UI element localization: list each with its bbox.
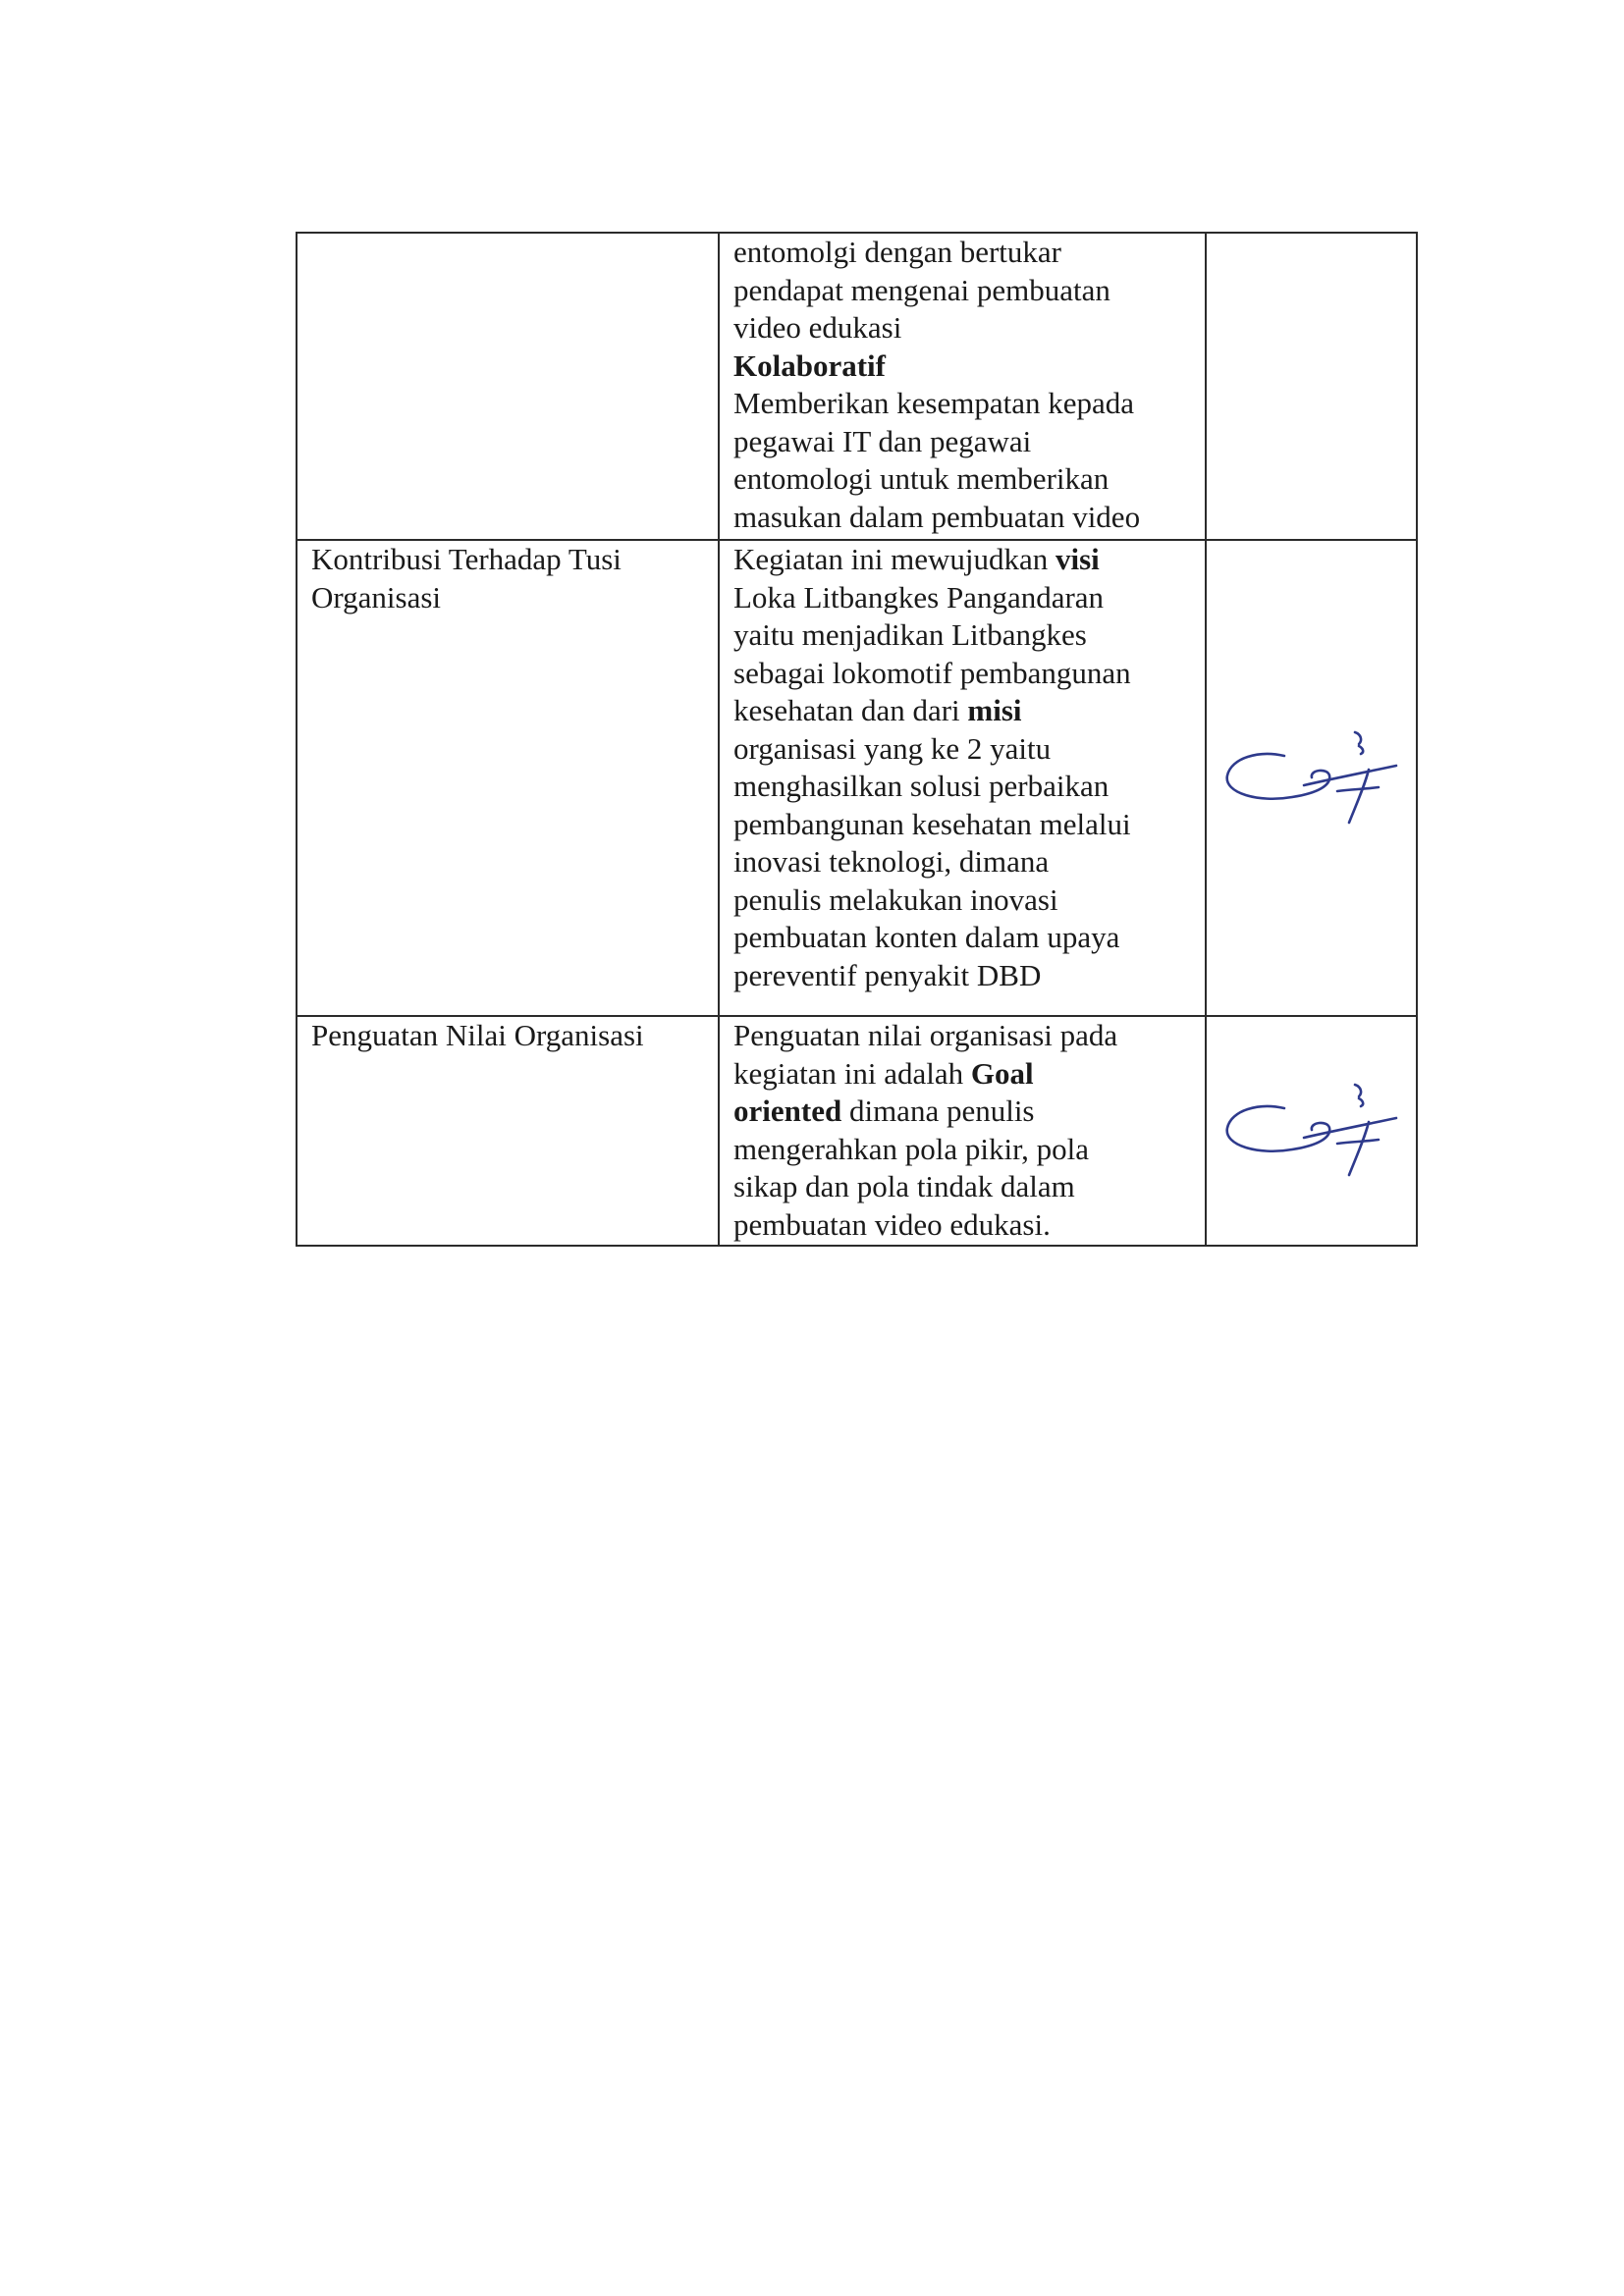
body-text: video edukasi bbox=[733, 310, 902, 345]
body-text: entomologi untuk memberikan bbox=[733, 461, 1110, 496]
body-text: kegiatan ini adalah bbox=[733, 1055, 971, 1091]
body-text: Memberikan kesempatan kepada bbox=[733, 386, 1134, 420]
aspect-cell bbox=[297, 233, 719, 540]
emphasis-text: misi bbox=[967, 693, 1022, 727]
description-line bbox=[733, 234, 1191, 272]
description-line bbox=[733, 843, 1191, 881]
body-text: masukan dalam pembuatan video bbox=[733, 499, 1141, 534]
emphasis-text: Kolaboratif bbox=[733, 347, 886, 383]
description-line bbox=[733, 541, 1191, 579]
signature-icon bbox=[1221, 1077, 1402, 1185]
body-text: Loka Litbangkes Pangandaran bbox=[733, 579, 1105, 614]
description-line bbox=[733, 919, 1191, 957]
body-text: inovasi teknologi, dimana bbox=[733, 844, 1050, 879]
body-text: penulis melakukan inovasi bbox=[733, 881, 1058, 917]
signature-cell bbox=[1206, 233, 1417, 540]
description-line bbox=[733, 768, 1191, 806]
body-text: pembangunan kesehatan melalui bbox=[733, 806, 1131, 841]
description-line bbox=[733, 1055, 1191, 1094]
aspect-cell bbox=[297, 540, 719, 1016]
description-line bbox=[733, 957, 1191, 995]
description-line bbox=[733, 881, 1191, 920]
body-text: Penguatan nilai organisasi pada bbox=[733, 1018, 1118, 1052]
body-text: menghasilkan solusi perbaikan bbox=[733, 769, 1110, 803]
aspect-label-line: Penguatan Nilai Organisasi bbox=[311, 1018, 644, 1052]
body-text: pembuatan konten dalam upaya bbox=[733, 920, 1120, 954]
emphasis-text: visi bbox=[1056, 542, 1100, 576]
description-line bbox=[733, 1168, 1191, 1206]
description-line bbox=[733, 1206, 1191, 1245]
description-line bbox=[733, 1131, 1191, 1169]
body-text: pegawai IT dan pegawai bbox=[733, 423, 1032, 458]
signature-cell bbox=[1206, 540, 1417, 1016]
table-row bbox=[297, 1016, 1417, 1246]
body-text: yaitu menjadikan Litbangkes bbox=[733, 617, 1087, 652]
description-line bbox=[733, 385, 1191, 423]
body-text: dimana penulis bbox=[841, 1094, 1035, 1128]
description-cell bbox=[719, 233, 1206, 540]
body-text: pendapat mengenai pembuatan bbox=[733, 272, 1110, 307]
body-text: kesehatan dan dari bbox=[733, 693, 968, 727]
description-line bbox=[733, 499, 1191, 537]
emphasis-text: Goal bbox=[970, 1055, 1034, 1091]
description-line bbox=[733, 423, 1191, 461]
description-line bbox=[733, 730, 1191, 769]
description-line bbox=[733, 272, 1191, 310]
aspect-label-line: Kontribusi Terhadap Tusi bbox=[311, 542, 622, 576]
description-line bbox=[733, 460, 1191, 499]
description-cell bbox=[719, 540, 1206, 1016]
description-line bbox=[733, 692, 1191, 730]
description-line bbox=[733, 1017, 1191, 1055]
signature-icon bbox=[1221, 724, 1402, 832]
description-line bbox=[733, 655, 1191, 693]
description-line bbox=[733, 579, 1191, 617]
body-text: mengerahkan pola pikir, pola bbox=[733, 1131, 1090, 1166]
body-text: pembuatan video edukasi. bbox=[733, 1206, 1051, 1242]
description-line bbox=[733, 616, 1191, 655]
table-row bbox=[297, 233, 1417, 540]
body-text: pereventif penyakit DBD bbox=[733, 957, 1042, 992]
body-text: sebagai lokomotif pembangunan bbox=[733, 655, 1131, 690]
aspect-label-line: Organisasi bbox=[311, 579, 442, 614]
description-cell bbox=[719, 1016, 1206, 1246]
body-text: organisasi yang ke 2 yaitu bbox=[733, 730, 1052, 766]
description-line bbox=[733, 1093, 1191, 1131]
signature-cell bbox=[1206, 1016, 1417, 1246]
body-text: sikap dan pola tindak dalam bbox=[733, 1169, 1075, 1203]
description-line bbox=[733, 309, 1191, 347]
table-row bbox=[297, 540, 1417, 1016]
body-text: entomolgi dengan bertukar bbox=[733, 235, 1062, 269]
body-text: Kegiatan ini mewujudkan bbox=[733, 542, 1056, 576]
emphasis-text: oriented bbox=[733, 1094, 842, 1128]
table-body bbox=[297, 233, 1417, 1246]
aspect-cell bbox=[297, 1016, 719, 1246]
description-line bbox=[733, 347, 1191, 386]
activity-table bbox=[296, 232, 1418, 1247]
description-line bbox=[733, 806, 1191, 844]
